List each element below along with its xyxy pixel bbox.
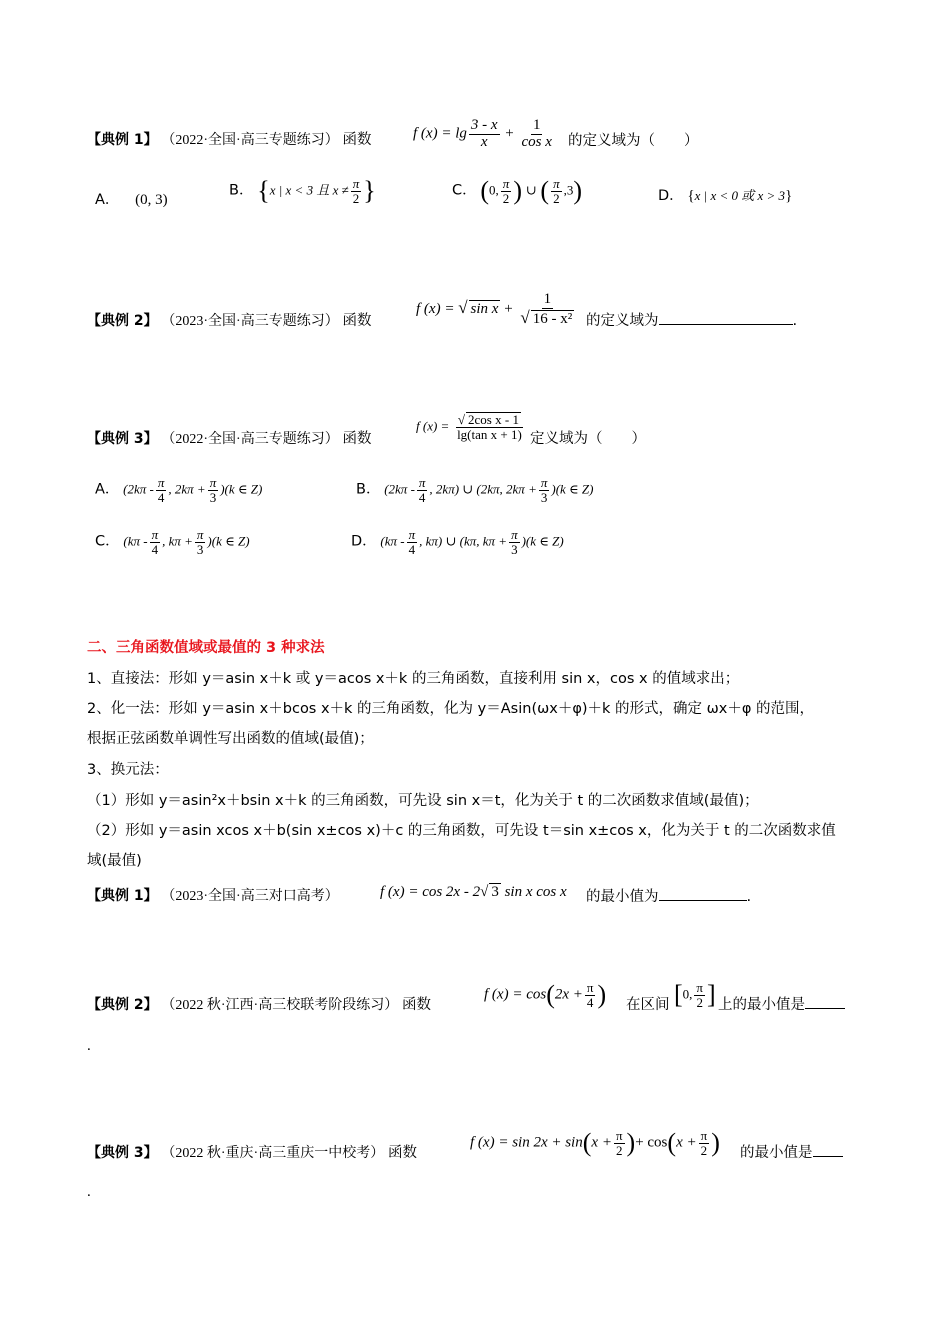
option-label: A． bbox=[95, 481, 120, 498]
numerator: 1 bbox=[532, 117, 541, 133]
fraction bbox=[699, 1129, 710, 1157]
numerator: π bbox=[615, 1127, 623, 1143]
s2-ex3-formula bbox=[470, 1128, 720, 1158]
method-3-2-text: （2）形如 y＝asin xcos x＋b(sin x±cos x)＋c 的三角函数，可先设 t＝sin x±cos x，化为关于 t 的二次函数求值 bbox=[87, 823, 836, 839]
denominator: 2 bbox=[615, 1142, 623, 1158]
numerator: π bbox=[196, 527, 204, 542]
radical-sign: √ bbox=[458, 298, 468, 318]
s2-ex2-header bbox=[87, 993, 431, 1014]
numerator: π bbox=[700, 1127, 708, 1143]
stem-suffix bbox=[740, 1141, 843, 1162]
answer-blank[interactable] bbox=[805, 994, 845, 1009]
option-d bbox=[351, 528, 564, 556]
formula-lhs: f (x) = sin 2x + sin bbox=[470, 1134, 583, 1151]
option-b bbox=[356, 476, 593, 504]
answer-blank[interactable] bbox=[813, 1142, 843, 1157]
method-3-1-text: （1）形如 y＝asin²x＋bsin x＋k 的三角函数，可先设 sin x＝t，化为关于 t 的二次函数求值域(最值)； bbox=[87, 793, 759, 809]
option-text: )(k ∈ Z) bbox=[521, 533, 564, 549]
s2-ex3-header bbox=[87, 1141, 417, 1162]
example-tag: 【典例 2】 bbox=[87, 997, 158, 1013]
s2-example-2 bbox=[0, 976, 950, 1054]
inner-expression: 2x + bbox=[554, 986, 583, 1003]
denominator: 3 bbox=[209, 489, 217, 505]
option-label: C． bbox=[95, 533, 120, 550]
radicand: 16 - x² bbox=[532, 310, 573, 327]
example-tag: 【典例 3】 bbox=[87, 431, 158, 447]
formula-lhs: f (x) = lg bbox=[413, 125, 467, 142]
brace-open: { bbox=[687, 188, 695, 204]
s2-ex1-header bbox=[87, 885, 339, 905]
numerator: π bbox=[540, 475, 548, 490]
method-1-text: 1、直接法：形如 y＝asin x＋k 或 y＝acos x＋k 的三角函数，直接利用 sin x，cos x 的值域求出； bbox=[87, 671, 740, 687]
stem-text: 函数 bbox=[342, 431, 372, 447]
formula-lhs: f (x) = bbox=[416, 301, 455, 318]
option-text: x | x < 0 或 x > 3 bbox=[694, 188, 786, 203]
option-text: ,3 bbox=[563, 182, 574, 198]
option-d bbox=[658, 184, 792, 205]
brace-close: } bbox=[363, 176, 376, 205]
fraction bbox=[539, 476, 550, 504]
option-text: )(k ∈ Z) bbox=[220, 481, 263, 497]
stem-suffix-text: 的定义域为 bbox=[586, 313, 659, 329]
option-text: , kπ) ∪ (kπ, kπ + bbox=[419, 533, 508, 549]
denominator: 4 bbox=[586, 994, 594, 1010]
numerator: π bbox=[151, 527, 159, 542]
fraction bbox=[407, 528, 418, 556]
option-label: B． bbox=[229, 182, 254, 199]
option-label: B． bbox=[356, 481, 381, 498]
denominator: 2 bbox=[553, 190, 560, 206]
example-source: （2022·全国·高三专题练习） bbox=[161, 133, 339, 148]
denominator: 2 bbox=[696, 994, 703, 1010]
fraction bbox=[518, 292, 576, 328]
s1-ex2-header bbox=[87, 309, 371, 330]
option-text: )(k ∈ Z) bbox=[551, 481, 594, 497]
numerator: π bbox=[352, 175, 360, 191]
stem-suffix: 定义域为（ ） bbox=[530, 431, 646, 447]
s1-ex3-formula bbox=[416, 412, 526, 442]
answer-blank[interactable] bbox=[659, 886, 747, 901]
end-period: . bbox=[746, 889, 752, 905]
paren-open: ( bbox=[480, 176, 490, 205]
example-source: （2022·全国·高三专题练习） bbox=[161, 432, 339, 447]
denominator: 3 bbox=[540, 489, 548, 505]
bracket-open: [ bbox=[674, 980, 683, 1009]
s2-ex2-formula bbox=[484, 980, 606, 1010]
fraction bbox=[509, 528, 520, 556]
s1-ex1-header bbox=[87, 128, 371, 149]
denominator: 3 bbox=[511, 541, 518, 557]
denominator: 2 bbox=[502, 190, 510, 206]
denominator: 4 bbox=[157, 489, 165, 505]
fraction bbox=[417, 476, 428, 504]
option-text: (kπ - bbox=[123, 533, 148, 549]
option-b bbox=[229, 176, 376, 206]
s1-ex2-formula bbox=[416, 292, 578, 328]
option-text: , kπ + bbox=[162, 533, 193, 549]
numerator: π bbox=[586, 979, 594, 995]
denominator: 4 bbox=[408, 541, 416, 557]
end-period: . bbox=[87, 1038, 91, 1054]
option-text: 0, bbox=[489, 182, 499, 198]
denominator: 4 bbox=[418, 489, 426, 505]
option-text: (0, 3) bbox=[135, 192, 168, 208]
option-text: , 2kπ + bbox=[168, 481, 206, 497]
radical-sign: √ bbox=[457, 412, 466, 427]
s1-ex1-options bbox=[0, 170, 950, 230]
fraction bbox=[519, 118, 553, 151]
numerator: π bbox=[209, 475, 217, 490]
numerator: 3 - x bbox=[470, 117, 498, 133]
s1-ex3-options-row-2 bbox=[0, 520, 950, 580]
numerator: π bbox=[511, 527, 518, 542]
stem-text: 函数 bbox=[342, 313, 372, 329]
plus-sign: + bbox=[504, 301, 513, 318]
end-period: . bbox=[87, 1184, 91, 1200]
plus-cos: + cos bbox=[635, 1134, 668, 1151]
radical-sign: √ bbox=[520, 307, 530, 327]
formula-rest: sin x cos x bbox=[504, 884, 567, 900]
numerator: π bbox=[553, 175, 560, 191]
option-text: (2kπ - bbox=[384, 481, 415, 497]
stem-text: 函数 bbox=[342, 132, 372, 148]
formula-lhs: f (x) = cos 2x - 2 bbox=[380, 884, 481, 900]
stem-suffix-text: 的最小值为 bbox=[586, 889, 659, 905]
fraction bbox=[551, 177, 562, 205]
example-tag: 【典例 2】 bbox=[87, 313, 158, 329]
denominator: cos x bbox=[521, 133, 552, 150]
fraction bbox=[501, 177, 512, 205]
numerator: π bbox=[408, 527, 416, 542]
option-text: (kπ - bbox=[380, 533, 405, 549]
paren-close: ) bbox=[626, 1128, 636, 1157]
fraction bbox=[351, 177, 362, 205]
option-a bbox=[95, 476, 262, 504]
example-source: （2023·全国·高三专题练习） bbox=[161, 314, 339, 329]
option-c bbox=[95, 528, 250, 556]
section-heading: 二、三角函数值域或最值的 3 种求法 bbox=[87, 640, 325, 656]
option-text: x | x < 3 且 x ≠ bbox=[269, 182, 349, 198]
option-text: (2kπ - bbox=[123, 481, 154, 497]
paren-open: ( bbox=[582, 1128, 592, 1157]
option-label: D． bbox=[658, 188, 684, 204]
stem-suffix bbox=[586, 309, 797, 330]
inner-expression: x + bbox=[676, 1134, 697, 1151]
plus-sign: + bbox=[505, 125, 514, 142]
radicand: 3 bbox=[491, 884, 499, 900]
example-tag: 【典例 1】 bbox=[87, 888, 158, 904]
paren-close: ) bbox=[513, 176, 522, 205]
fraction bbox=[694, 981, 705, 1009]
option-c bbox=[452, 176, 582, 206]
s1-example-2 bbox=[0, 290, 950, 350]
fraction bbox=[455, 412, 524, 442]
stem-middle: 在区间 bbox=[626, 997, 670, 1013]
example-source: （2022 秋·重庆·高三重庆一中校考） bbox=[161, 1146, 385, 1161]
example-source: （2023·全国·高三对口高考） bbox=[161, 889, 339, 904]
option-label: A． bbox=[95, 192, 120, 208]
example-tag: 【典例 1】 bbox=[87, 132, 158, 148]
stem-suffix bbox=[718, 993, 845, 1014]
s1-ex3-header bbox=[87, 427, 371, 448]
denominator: 3 bbox=[196, 541, 204, 557]
fraction bbox=[156, 476, 167, 504]
bracket-close: ] bbox=[707, 980, 716, 1009]
paren-open: ( bbox=[540, 176, 550, 205]
end-period: . bbox=[792, 313, 798, 329]
paren-close: ) bbox=[597, 980, 607, 1009]
fraction bbox=[469, 118, 500, 151]
option-label: D． bbox=[351, 533, 377, 550]
s1-ex3-options-row-1 bbox=[0, 468, 950, 528]
stem-text: 函数 bbox=[387, 1145, 417, 1161]
example-tag: 【典例 3】 bbox=[87, 1145, 158, 1161]
radicand: 2cos x - 1 bbox=[468, 412, 519, 427]
formula-lhs: f (x) = cos bbox=[484, 986, 547, 1003]
numerator: π bbox=[418, 475, 426, 490]
stem-suffix-text: 上的最小值是 bbox=[718, 997, 805, 1013]
answer-blank[interactable] bbox=[659, 310, 793, 325]
paren-close: ) bbox=[573, 176, 582, 205]
method-3-text: 3、换元法： bbox=[87, 762, 169, 778]
stem-text: 函数 bbox=[401, 997, 431, 1013]
fraction bbox=[614, 1129, 625, 1157]
paren-close: ) bbox=[711, 1128, 720, 1157]
denominator: x bbox=[480, 133, 488, 150]
paren-open: ( bbox=[667, 1128, 677, 1157]
paren-open: ( bbox=[546, 980, 555, 1009]
denominator: 2 bbox=[700, 1142, 708, 1158]
radicand: sin x bbox=[470, 301, 499, 318]
fraction bbox=[208, 476, 219, 504]
stem-suffix bbox=[586, 885, 751, 906]
stem-suffix: 的定义域为（ ） bbox=[568, 133, 699, 149]
s1-example-1 bbox=[0, 110, 950, 170]
radical-sign: √ bbox=[480, 884, 489, 900]
numerator: 1 bbox=[543, 291, 552, 307]
numerator: π bbox=[696, 979, 703, 995]
s2-ex1-formula bbox=[380, 883, 567, 901]
s1-ex1-formula bbox=[413, 118, 556, 151]
example-source: （2022 秋·江西·高三校联考阶段练习） bbox=[161, 998, 399, 1013]
s2-example-3 bbox=[0, 1120, 950, 1200]
brace-open: { bbox=[257, 176, 270, 205]
option-text: )(k ∈ Z) bbox=[207, 533, 250, 549]
denominator: 4 bbox=[151, 541, 159, 557]
method-3-2-text-cont: 域(最值) bbox=[87, 853, 142, 869]
denominator: lg(tan x + 1) bbox=[457, 427, 522, 443]
option-text: , 2kπ) ∪ (2kπ, 2kπ + bbox=[429, 481, 537, 497]
numerator: π bbox=[157, 475, 165, 490]
s1-example-3 bbox=[0, 408, 950, 468]
option-label: C． bbox=[452, 182, 477, 199]
option-a bbox=[95, 188, 168, 209]
numerator: π bbox=[502, 175, 510, 191]
method-2-text: 2、化一法：形如 y＝asin x＋bcos x＋k 的三角函数，化为 y＝Asin(ωx＋φ)＋k 的形式，确定 ωx＋φ 的范围， bbox=[87, 701, 815, 717]
fraction bbox=[195, 528, 206, 556]
s2-example-1 bbox=[0, 870, 950, 930]
interval-start: 0, bbox=[682, 986, 693, 1002]
inner-expression: x + bbox=[591, 1134, 612, 1151]
formula-lhs: f (x) = bbox=[416, 418, 450, 434]
denominator: 2 bbox=[352, 190, 360, 206]
fraction bbox=[585, 981, 596, 1009]
fraction bbox=[150, 528, 161, 556]
brace-close: } bbox=[785, 188, 793, 204]
union-sign: ∪ bbox=[525, 182, 537, 198]
interval bbox=[674, 980, 716, 1010]
method-2-text-cont: 根据正弦函数单调性写出函数的值域(最值)； bbox=[87, 731, 374, 747]
stem-suffix-text: 的最小值是 bbox=[740, 1145, 813, 1161]
